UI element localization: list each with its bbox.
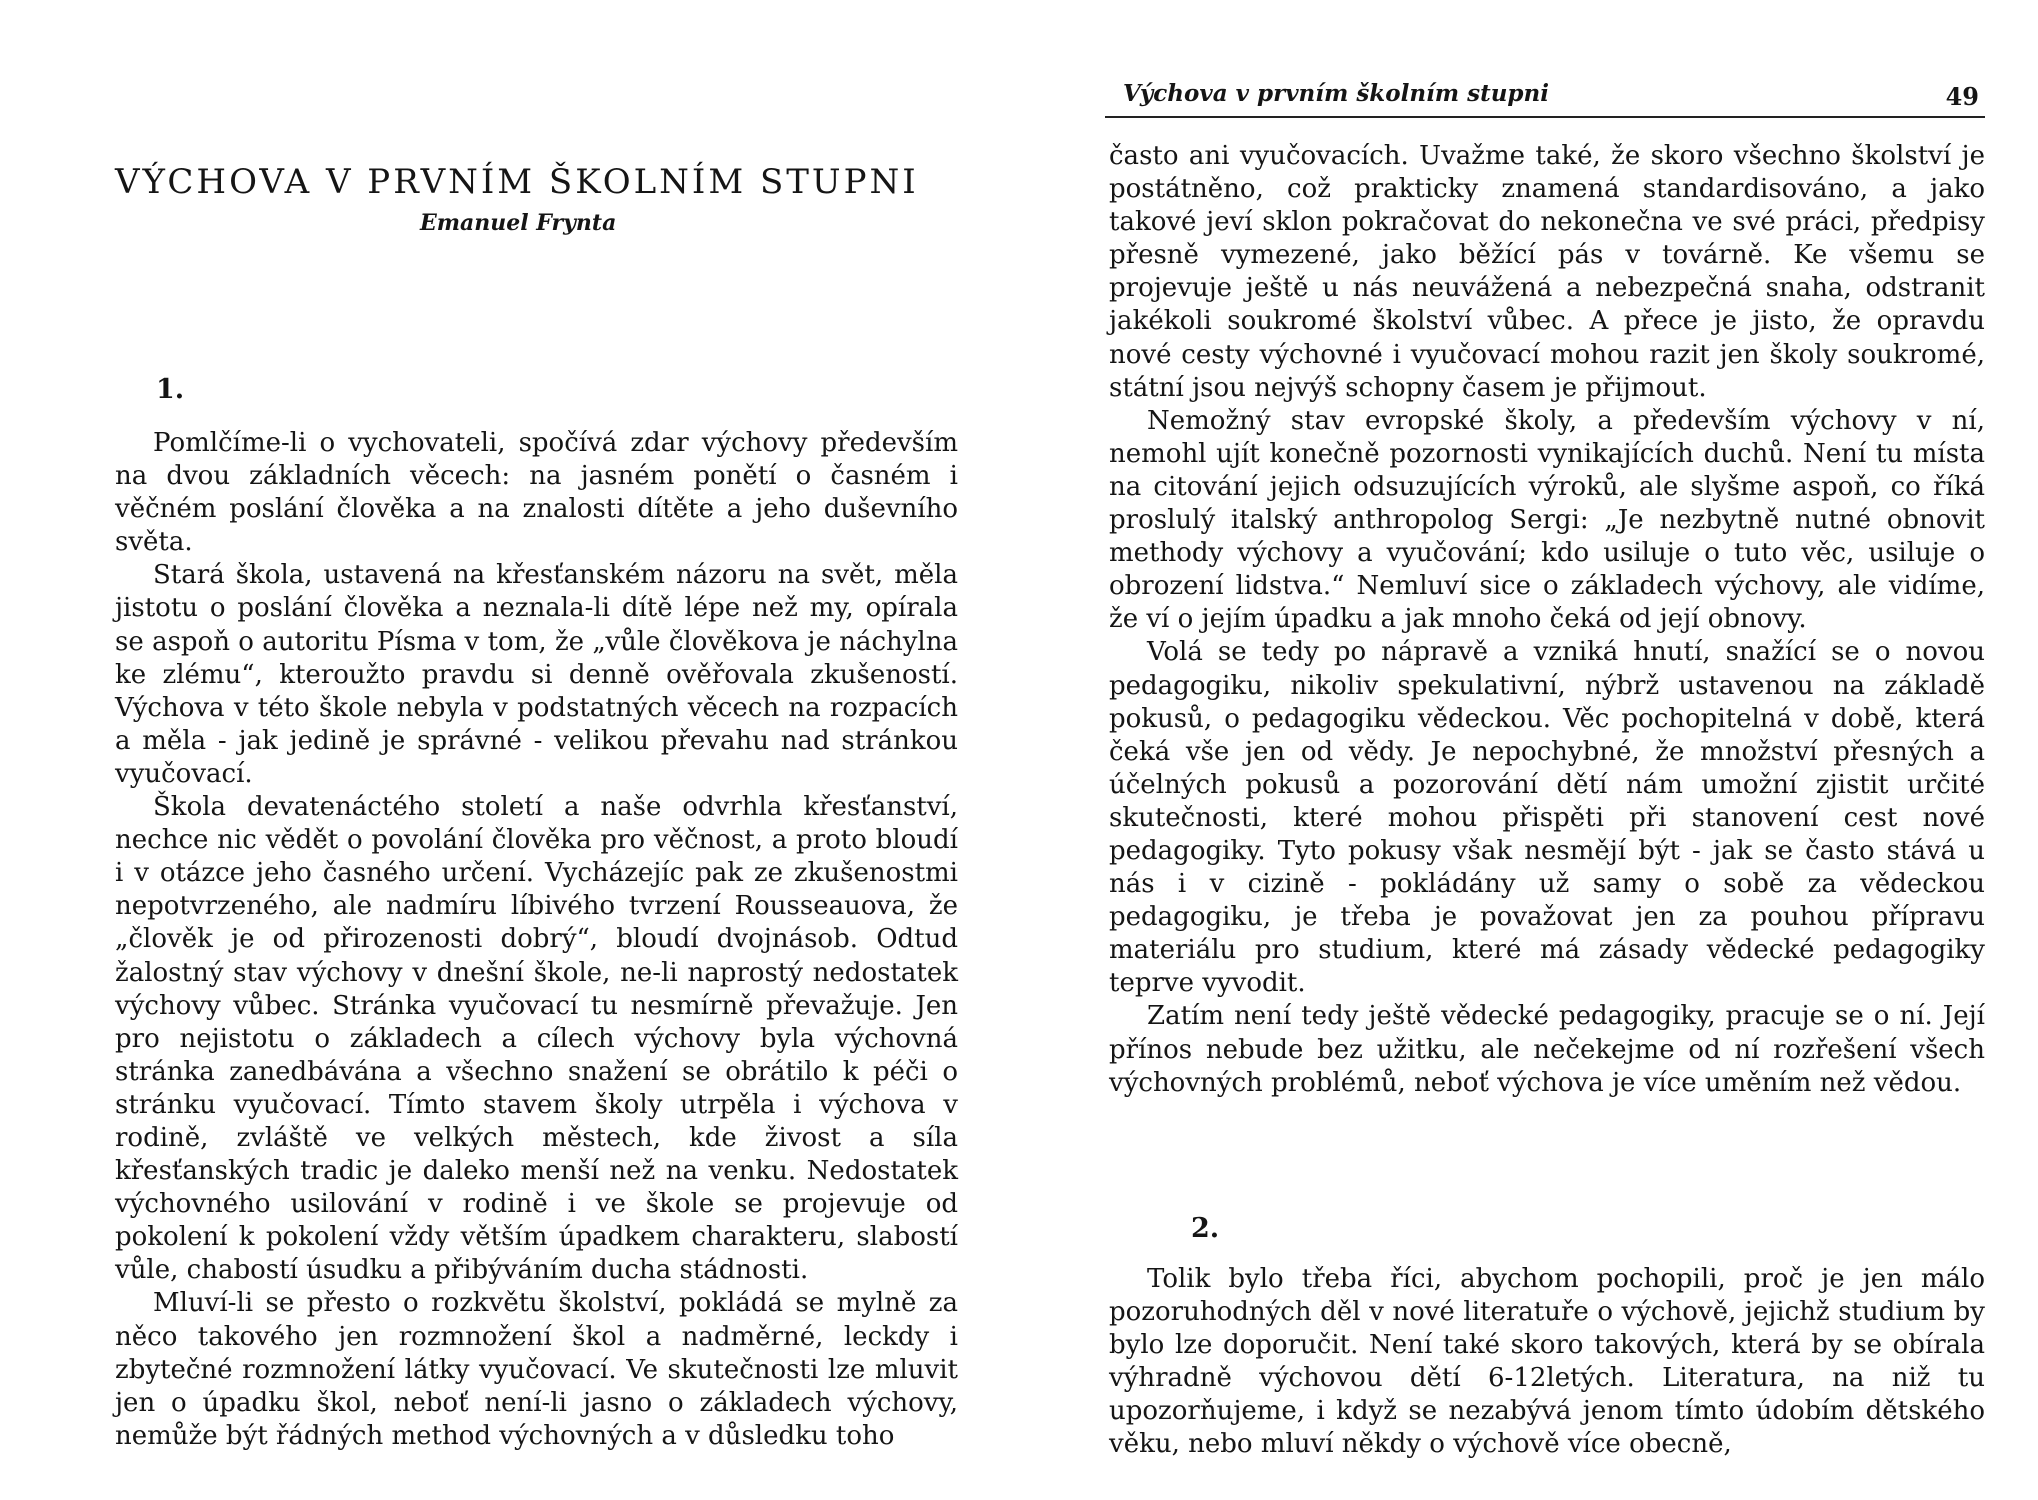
paragraph: Škola devatenáctého století a naše odvrhla křesťanství, nechce nic vědět o povolání člověka pro věčnost, a proto bloudí i v otázce jeho časného určení. Vycházejíc pak ze zkušenostmi nepotvrzeného, ale nadmíru líbivého tvrzení Rousseauova, že „člověk je od přirozenosti dobrý“, bloudí dvojnásob. Odtud žalostný stav výchovy v dnešní škole, ne-li naprostý nedostatek výchovy vůbec. Stránka vyučovací tu nesmírně převažuje. Jen pro nejistotu o základech a cílech výchovy byla výchovná stránka zanedbávána a všechno snažení se obrátilo k péči o stránku vyučovací. Tímto stavem školy utrpěla i výchova v rodině, zvláště ve velkých městech, kde živost a síla křesťanských tradic je daleko menší než na venku. Nedostatek výchovného usilování v rodině i ve škole se projevuje od pokolení k pokolení vždy větším úpadkem charakteru, slabostí vůle, chabostí úsudku a přibýváním ducha stádnosti. <box>115 792 958 1286</box>
paragraph: Zatím není tedy ještě vědecké pedagogiky, pracuje se o ní. Její přínos nebude bez užitku, ale nečekejme od ní rozřešení všech výchovných problémů, neboť výchova je více uměním než vědou. <box>1109 1001 1985 1098</box>
running-header <box>1105 78 1985 118</box>
page-number: 49 <box>1945 82 1979 111</box>
paragraph: Volá se tedy po nápravě a vzniká hnutí, snažící se o novou pedagogiku, nikoliv spekulativní, nýbrž ustavenou na základě pokusů, o pedagogiku vědeckou. Věc pochopitelná v době, která čeká vše jen od vědy. Je nepochybné, že množství přesných a účelných pokusů a pozorování dětí nám umožní zjistit určité skutečnosti, které mohou přispěti při stanovení cest nové pedagogiky. Tyto pokusy však nesmějí být - jak se často stává u nás i v cizině - pokládány už samy o sobě za vědeckou pedagogiku, je třeba je považovat jen za pouhou přípravu materiálu pro studium, které má zásady vědecké pedagogiky teprve vyvodit. <box>1109 637 1985 999</box>
section-number-1: 1. <box>156 374 185 405</box>
section-number-2: 2. <box>1191 1213 1220 1244</box>
left-body-text <box>115 427 958 1453</box>
right-body-text <box>1109 140 1985 1100</box>
paragraph: Tolik bylo třeba říci, abychom pochopili, proč je jen málo pozoruhodných děl v nové literatuře o výchově, jejichž studium by bylo lze doporučit. Není také skoro takových, která by se obírala výhradně výchovou dětí 6-12letých. Literatura, na niž tu upozorňujeme, i když se nezabývá jenom tímto údobím dětského věku, nebo mluví někdy o výchově více obecně, <box>1109 1264 1985 1460</box>
running-title: Výchova v prvním školním stupni <box>1123 80 1549 107</box>
paragraph: Pomlčíme-li o vychovateli, spočívá zdar výchovy především na dvou základních věcech: na jasném ponětí o časném i věčném poslání člověka a na znalosti dítěte a jeho duševního světa. <box>115 428 958 558</box>
author-name: Emanuel Frynta <box>420 210 617 236</box>
paragraph: často ani vyučovacích. Uvažme také, že skoro všechno školství je postátněno, což prakticky znamená standardisováno, a jako takové jeví sklon pokračovat do nekonečna ve své práci, předpisy přesně vymezené, jako běžící pás v továrně. Ke všemu se projevuje ještě u nás neuvážená a nebezpečná snaha, odstranit jakékoli soukromé školství vůbec. A přece je jisto, že opravdu nové cesty výchovné i vyučovací mohou razit jen školy soukromé, státní jsou nejvýš schopny časem je přijmout. <box>1109 141 1985 403</box>
paragraph: Mluví-li se přesto o rozkvětu školství, pokládá se mylně za něco takového jen rozmnožení škol a nadměrné, leckdy i zbytečné rozmnožení látky vyučovací. Ve skutečnosti lze mluvit jen o úpadku škol, neboť není-li jasno o základech výchovy, nemůže být řádných method výchovných a v důsledku toho <box>115 1288 958 1451</box>
paragraph: Stará škola, ustavená na křesťanském názoru na svět, měla jistotu o poslání člověka a neznala-li dítě lépe než my, opírala se aspoň o autoritu Písma v tom, že „vůle člověkova je náchylna ke zlému“, kteroužto pravdu si denně ověřovala zkušeností. Výchova v této škole nebyla v podstatných věcech na rozpacích a měla - jak jedině je správné - velikou převahu nad stránkou vyučovací. <box>115 560 958 789</box>
paragraph: Nemožný stav evropské školy, a především výchovy v ní, nemohl ujít konečně pozornosti vynikajících duchů. Není tu místa na citování jejich odsuzujících výroků, ale slyšme aspoň, co říká proslulý italský anthropolog Sergi: „Je nezbytně nutné obnovit methody výchovy a vyučování; kdo usiluje o tuto věc, usiluje o obrození lidstva.“ Nemluví sice o základech výchovy, ale vidíme, že ví o jejím úpadku a jak mnoho čeká od její obnovy. <box>1109 405 1985 635</box>
right-body-text-section-2 <box>1109 1263 1985 1462</box>
chapter-title: VÝCHOVA V PRVNÍM ŠKOLNÍM STUPNI <box>115 162 919 202</box>
right-page <box>1019 0 2038 1500</box>
